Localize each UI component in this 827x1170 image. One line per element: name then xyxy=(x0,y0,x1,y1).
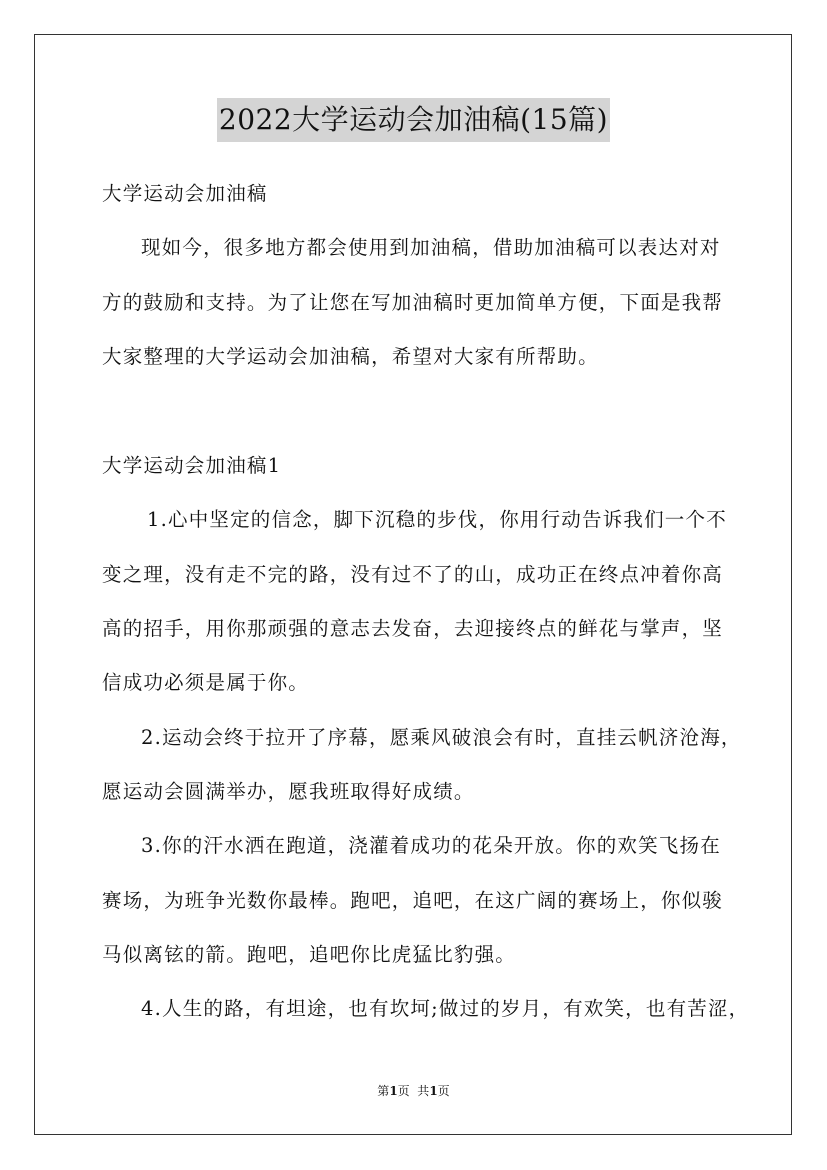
paragraph-line: 愿运动会圆满举办，愿我班取得好成绩。 xyxy=(102,780,475,803)
paragraph-line: 变之理，没有走不完的路，没有过不了的山，成功正在终点冲着你高 xyxy=(102,563,724,586)
paragraph-line: 马似离铉的箭。跑吧，追吧你比虎猛比豹强。 xyxy=(102,943,517,966)
paragraph-line: 信成功必须是属于你。 xyxy=(102,671,310,694)
footer-mid: 页 共 xyxy=(397,1084,430,1098)
paragraph-line: 2.运动会终于拉开了序幕，愿乘风破浪会有时，直挂云帆济沧海， xyxy=(141,726,742,749)
paragraph-line: 大家整理的大学运动会加油稿，希望对大家有所帮助。 xyxy=(102,345,599,368)
section-heading: 大学运动会加油稿1 xyxy=(102,454,282,477)
footer-suffix: 页 xyxy=(437,1084,450,1098)
footer-total-pages: 1 xyxy=(429,1084,438,1098)
section-heading: 大学运动会加油稿 xyxy=(102,182,268,205)
paragraph-line: 现如今，很多地方都会使用到加油稿，借助加油稿可以表达对对 xyxy=(141,236,721,259)
footer-prefix: 第 xyxy=(377,1084,390,1098)
paragraph-line: 4.人生的路，有坦途，也有坎坷;做过的岁月，有欢笑，也有苦涩， xyxy=(141,997,750,1020)
paragraph-line: 1.心中坚定的信念，脚下沉稳的步伐，你用行动告诉我们一个不 xyxy=(147,508,727,531)
footer-page-number: 1 xyxy=(389,1084,398,1098)
paragraph-line: 高的招手，用你那顽强的意志去发奋，去迎接终点的鲜花与掌声，坚 xyxy=(102,617,724,640)
paragraph-line: 3.你的汗水洒在跑道，浇灌着成功的花朵开放。你的欢笑飞扬在 xyxy=(141,834,721,857)
paragraph-line: 方的鼓励和支持。为了让您在写加油稿时更加简单方便，下面是我帮 xyxy=(102,291,724,314)
page-footer xyxy=(0,1083,827,1099)
document-title: 2022大学运动会加油稿(15篇) xyxy=(217,98,610,142)
paragraph-line: 赛场，为班争光数你最棒。跑吧，追吧，在这广阔的赛场上，你似骏 xyxy=(102,889,724,912)
title-container xyxy=(0,98,827,142)
